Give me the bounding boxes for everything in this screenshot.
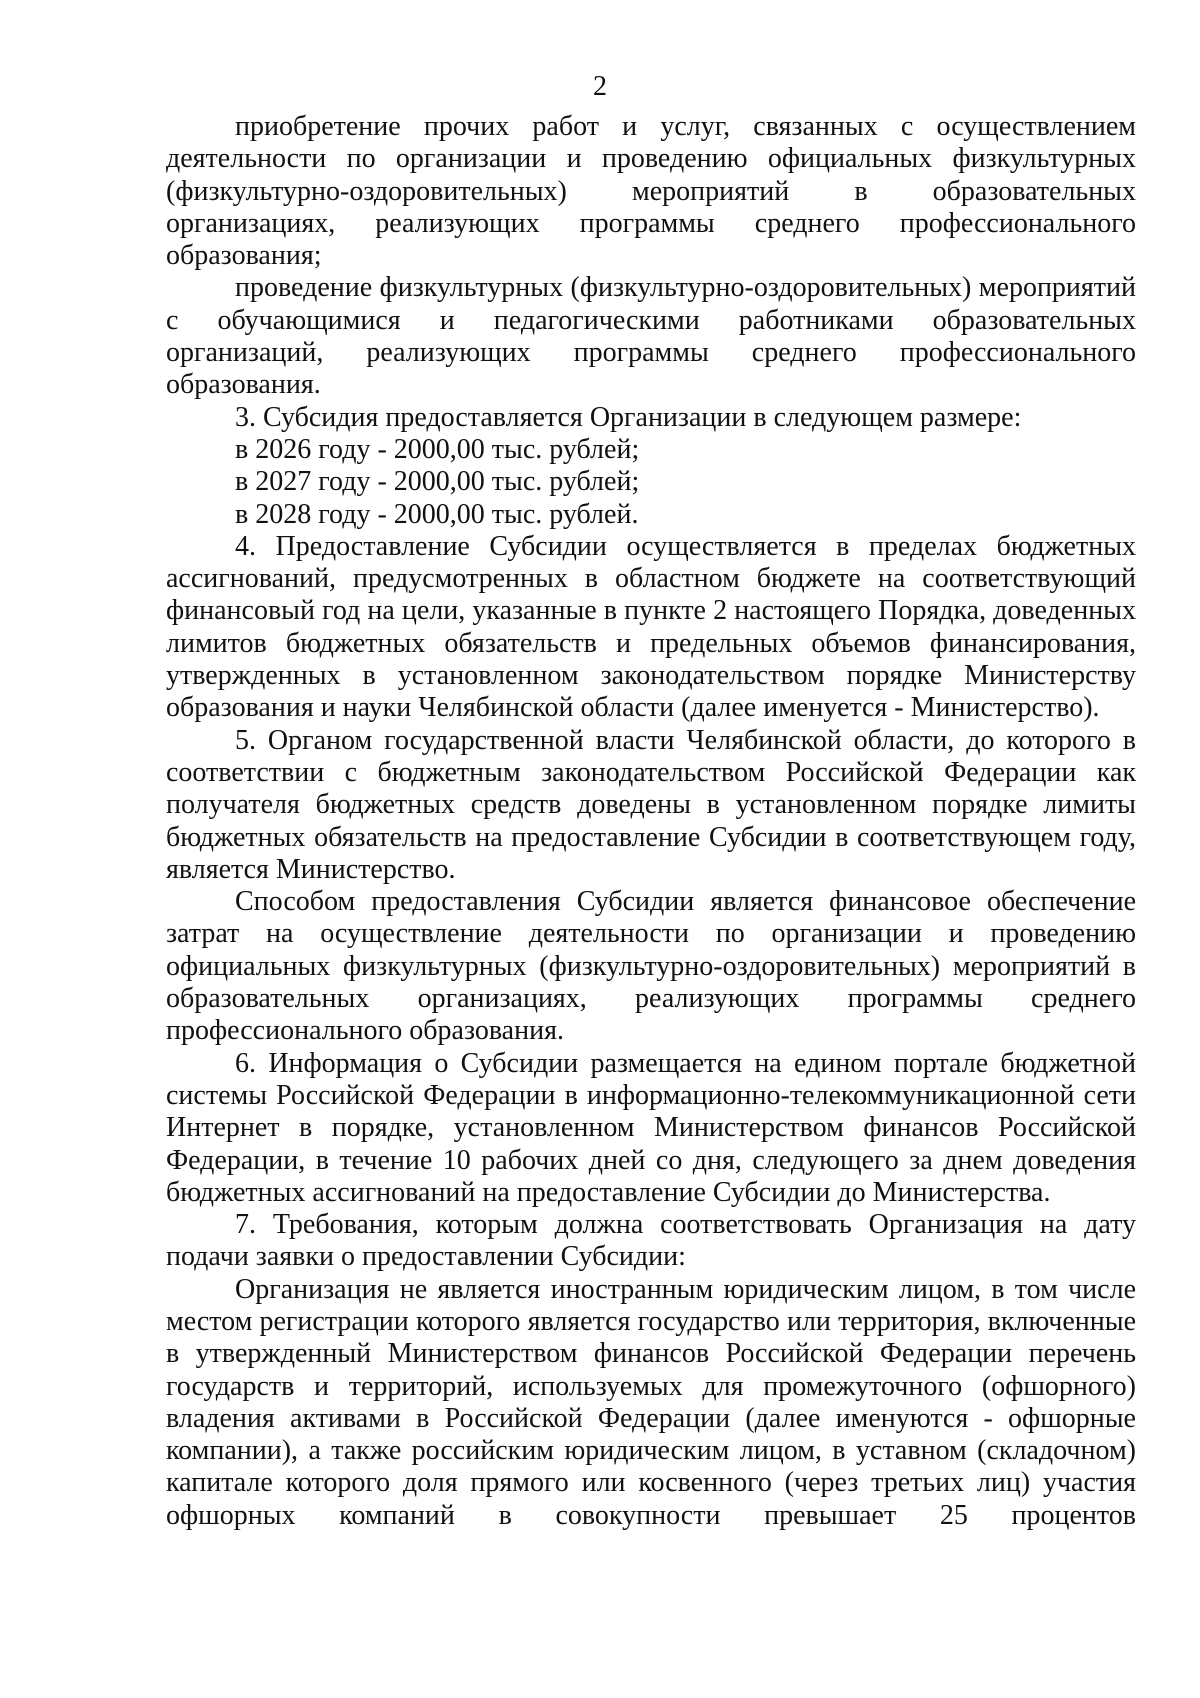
paragraph-3-subsidy-amount: 3. Субсидия предоставляется Организации в следующем размере: [235, 401, 1022, 433]
paragraph-amount-2028: в 2028 году - 2000,00 тыс. рублей. [235, 498, 639, 530]
paragraph-amount-2026: в 2026 году - 2000,00 тыс. рублей; [235, 433, 640, 465]
paragraph-offshore-requirement: Организация не является иностранным юридическим лицом, в том числе местом регистрации которого является государство или территория, включенные в утвержденный Министерством финансов Российской Федерации перечень государств и территорий, используемых для промежуточного (офшорного) владения активами в Российской Федерации (далее именуются - офшорные компании), а также российским юридическим лицом, в уставном (складочном) капитале которого доля прямого или косвенного (через третьих лиц) участия офшорных компаний в совокупности превышает 25 процентов [166, 1273, 1136, 1531]
paragraph-7-requirements: 7. Требования, которым должна соответствовать Организация на дату подачи заявки о предоставлении Субсидии: [166, 1209, 1136, 1273]
paragraph-amount-2027: в 2027 году - 2000,00 тыс. рублей; [235, 466, 640, 498]
paragraph-6-information-portal: 6. Информация о Субсидии размещается на едином портале бюджетной системы Российской Федерации в информационно-телекоммуникационной сети Интернет в порядке, установленном Министерством финансов Российской Федерации, в течение 10 рабочих дней со дня, следующего за днем доведения бюджетных ассигнований на предоставление Субсидии до Министерства. [166, 1047, 1136, 1208]
paragraph-purchase-works: приобретение прочих работ и услуг, связанных с осуществлением деятельности по организации и проведению официальных физкультурных (физкультурно-оздоровительных) мероприятий в образовательных организациях, реализующих программы среднего профессионального образования; [166, 111, 1136, 272]
document-body [166, 111, 1136, 1532]
paragraph-4-budget-allocations: 4. Предоставление Субсидии осуществляется в пределах бюджетных ассигнований, предусмотренных в областном бюджете на соответствующий финансовый год на цели, указанные в пункте 2 настоящего Порядка, доведенных лимитов бюджетных обязательств и предельных объемов финансирования, утвержденных в установленном законодательством порядке Министерству образования и науки Челябинской области (далее именуется - Министерство). [166, 530, 1136, 724]
paragraph-5-state-authority: 5. Органом государственной власти Челябинской области, до которого в соответствии с бюджетным законодательством Российской Федерации как получателя бюджетных средств доведены в установленном порядке лимиты бюджетных обязательств на предоставление Субсидии в соответствующем году, является Министерство. [166, 724, 1136, 885]
paragraph-method-of-provision: Способом предоставления Субсидии является финансовое обеспечение затрат на осуществление деятельности по организации и проведению официальных физкультурных (физкультурно-оздоровительных) мероприятий в образовательных организациях, реализующих программы среднего профессионального образования. [166, 886, 1136, 1047]
paragraph-holding-events: проведение физкультурных (физкультурно-оздоровительных) мероприятий с обучающимися и педагогическими работниками образовательных организаций, реализующих программы среднего профессионального образования. [166, 272, 1136, 401]
page-number: 2 [593, 71, 607, 102]
